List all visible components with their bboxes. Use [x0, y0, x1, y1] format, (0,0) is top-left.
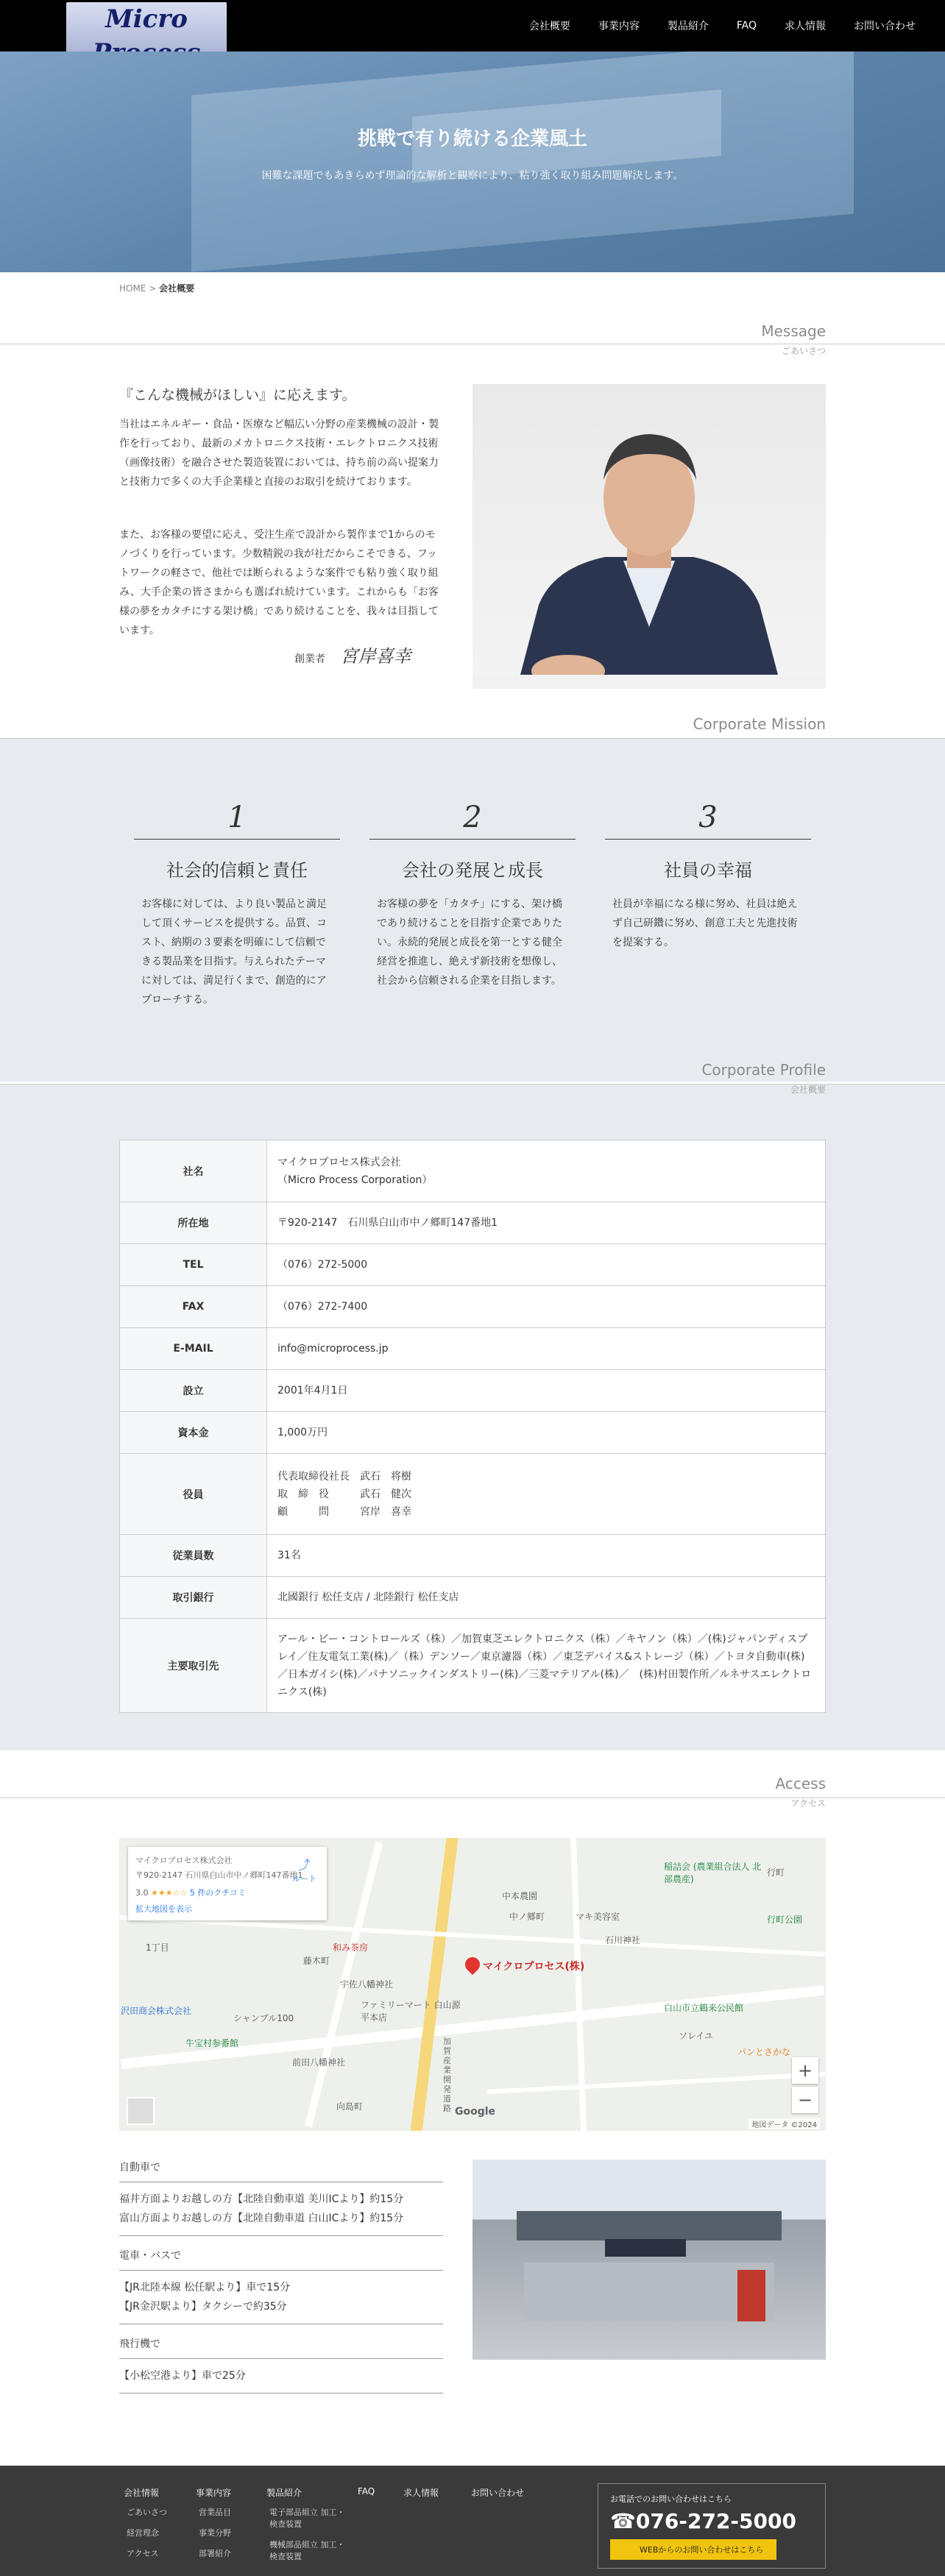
profile-label: 役員 — [120, 1454, 267, 1535]
hero-subtitle: 困難な課題でもあきらめず理論的な解析と観察により、粘り強く取り組み問題解決します。 — [261, 170, 684, 182]
profile-value: 2001年4月1日 — [267, 1370, 826, 1412]
global-nav — [501, 0, 916, 52]
map-label: 行町公園 — [767, 1915, 803, 1925]
profile-heading — [701, 1061, 826, 1096]
breadcrumb-separator: > — [149, 283, 157, 294]
mission-title: 社員の幸福 — [664, 860, 752, 881]
access-heading-ja: アクセス — [790, 1798, 826, 1809]
access-group-label: 電車・バスで — [119, 2250, 181, 2262]
map-label: 沢田商会株式会社 — [121, 2006, 192, 2016]
zoom-in-button[interactable]: + — [792, 2057, 818, 2084]
directions-icon: ⤴ — [298, 1858, 311, 1872]
profile-label: FAX — [120, 1286, 267, 1328]
access-group-body — [119, 2182, 443, 2235]
profile-value[interactable]: info@microprocess.jp — [267, 1328, 826, 1370]
footer-link[interactable]: 電子部品組立 加工・検査装置 — [269, 2508, 345, 2529]
footer-col — [196, 2486, 231, 2568]
access-group-body — [119, 2359, 443, 2393]
profile-value: アール・ビー・コントロールズ（株）／加賀東芝エレクトロニクス（株）／キヤノン（株）／(株)ジャパンディスプレイ／住友電気工業(株)／（株）デンソー／東京濾器（株）／東芝デバイス&ストレージ（株）／トヨタ自動車(株)／日本ガイシ(株)／パナソニックインダストリー(株)／三菱マテリアル(株)／ (株)村田製作所／ルネサスエレクトロニクス(株) — [267, 1619, 826, 1713]
access-group-label: 自動車で — [119, 2162, 160, 2174]
nav-contact[interactable]: お問い合わせ — [854, 21, 916, 32]
table-row — [120, 1619, 826, 1713]
access-rule — [119, 2235, 443, 2236]
footer-link[interactable]: 経営理念 — [127, 2528, 159, 2538]
profile-value: （076）272-5000 — [267, 1244, 826, 1286]
footer-link-faq[interactable]: FAQ — [358, 2486, 375, 2497]
map-card-rating-row — [135, 1887, 319, 1898]
profile-value: 1,000万円 — [267, 1412, 826, 1454]
directions-button[interactable] — [292, 1856, 316, 1884]
table-row — [120, 1286, 826, 1328]
footer-link[interactable]: 部署紹介 — [199, 2549, 231, 2558]
profile-value: （076）272-7400 — [267, 1286, 826, 1328]
building-roof — [517, 2211, 782, 2240]
mission-item — [134, 801, 340, 1010]
signature-role: 創業者 — [294, 653, 325, 665]
logo[interactable] — [66, 2, 227, 49]
map-label: 向島町 — [336, 2101, 364, 2112]
map-attribution: 地図データ ©2024 — [748, 2118, 820, 2129]
table-row — [120, 1140, 826, 1202]
profile-label: TEL — [120, 1244, 267, 1286]
message-paragraph-1: 当社はエネルギー・食品・医療など幅広い分野の産業機械の設計・製作を行っており、最新のメカトロニクス技術・エレクトロニクス技術（画像技術）を融合させた製造装置においては、持ち前の高い提案力と技術力で多くの大手企業様と直接のお取引を続けております。 — [119, 419, 439, 488]
site-header — [0, 0, 945, 52]
table-row — [120, 1202, 826, 1244]
mission-title: 会社の発展と成長 — [402, 860, 543, 881]
profile-value: 代表取締役社長 武石 将樹 取 締 役 武石 健次 顧 問 宮岸 喜幸 — [267, 1454, 826, 1535]
breadcrumb-current: 会社概要 — [159, 283, 195, 294]
mission-number: 2 — [463, 801, 482, 834]
map-label: 牛宝村参番館 — [185, 2038, 239, 2048]
map-info-card — [128, 1847, 327, 1920]
profile-table — [119, 1140, 826, 1713]
map-label: シャンブル100 — [233, 2013, 294, 2023]
map-label: 1丁目 — [146, 1942, 169, 1953]
nav-faq[interactable]: FAQ — [736, 20, 757, 32]
map-card-title: マイクロプロセス株式会社 — [135, 1856, 233, 1865]
footer-link-products[interactable]: 製品紹介 — [266, 2488, 302, 2498]
mission-title: 社会的信頼と責任 — [166, 860, 308, 881]
profile-label: 取引銀行 — [120, 1577, 267, 1619]
footer-col — [124, 2486, 167, 2568]
profile-value: 北國銀行 松任支店 / 北陸銀行 松任支店 — [267, 1577, 826, 1619]
map-label: 稲詰会 (農業組合法人 北部農産) — [664, 1862, 762, 1884]
footer-link[interactable]: 事業分野 — [199, 2528, 231, 2538]
mission-rule — [134, 839, 340, 840]
mission-item — [369, 801, 576, 990]
mission-number: 3 — [698, 801, 718, 834]
footer-link[interactable]: 機械部品組立 加工・検査装置 — [269, 2540, 345, 2561]
footer-link-company[interactable]: 会社情報 — [124, 2488, 160, 2498]
map-label: 前田八幡神社 — [292, 2057, 346, 2068]
message-heading-ja: ごあいさつ — [781, 346, 826, 356]
table-row — [120, 1535, 826, 1577]
mission-text: お客様に対しては、より良い製品と満足して頂くサービスを提供する。品質、コスト、納期の３要素を明確にして信頼できる製品業を目指す。与えられたテーマに対しては、満足行くまで、創造的にアプローチする。 — [141, 898, 327, 1006]
profile-label: E-MAIL — [120, 1328, 267, 1370]
profile-heading-en: Corporate Profile — [701, 1061, 826, 1079]
mission-rule — [369, 839, 576, 840]
mission-item — [605, 801, 811, 952]
access-line: 【JR北陸本線 松任駅より】車で15分 — [119, 2282, 291, 2293]
tel-number-text: 076-272-5000 — [635, 2509, 796, 2533]
mission-section — [0, 738, 945, 1082]
profile-label: 主要取引先 — [120, 1619, 267, 1713]
profile-label: 所在地 — [120, 1202, 267, 1244]
building-wall — [524, 2263, 774, 2321]
company-name-ja: マイクロプロセス株式会社 — [277, 1156, 401, 1168]
map-label: 加賀産業開発道路 — [443, 2037, 451, 2113]
map-label: 宇佐八幡神社 — [340, 1979, 394, 1990]
profile-value: 〒920-2147 石川県白山市中ノ郷町147番地1 — [267, 1202, 826, 1244]
table-row — [120, 1454, 826, 1535]
founder-photo — [473, 384, 826, 689]
message-heading-en: Message — [761, 322, 826, 340]
map-label: 石川神社 — [605, 1935, 641, 1945]
table-row — [120, 1412, 826, 1454]
office-building-photo — [473, 2160, 826, 2360]
divider — [0, 1084, 945, 1085]
footer-col — [266, 2486, 347, 2571]
vending-machine — [737, 2270, 765, 2321]
footer-col — [358, 2486, 375, 2504]
hero-title: 挑戦で有り続ける企業風土 — [357, 128, 587, 150]
company-name-en: （Micro Process Corporation） — [277, 1174, 433, 1186]
message-heading — [761, 322, 826, 357]
message-title: 『こんな機械がほしい』に応えます。 — [119, 387, 356, 403]
access-rule — [119, 2393, 443, 2394]
mission-heading-en: Corporate Mission — [693, 715, 826, 733]
google-map[interactable] — [119, 1838, 826, 2131]
founder-signature — [294, 642, 411, 667]
breadcrumb — [119, 282, 194, 294]
table-row — [120, 1328, 826, 1370]
footer-col — [403, 2486, 439, 2506]
map-label: 行町 — [767, 1867, 785, 1878]
divider — [0, 738, 945, 739]
footer-col — [471, 2486, 524, 2506]
access-group-label: 飛行機で — [119, 2338, 160, 2350]
mission-text: 社員が幸福になる様に努め、社員は絶えず自己研鑽に努め、創意工夫と先進技術を提案する。 — [612, 898, 798, 948]
table-row — [120, 1370, 826, 1412]
mission-rule — [605, 839, 811, 840]
footer-link-business[interactable]: 事業内容 — [196, 2488, 232, 2498]
contact-box — [598, 2483, 826, 2569]
table-row — [120, 1577, 826, 1619]
map-card-address: 〒920-2147 石川県白山市中ノ郷町147番地1 — [135, 1870, 303, 1880]
map-card-reviews[interactable]: 5 件のクチコミ — [189, 1888, 246, 1898]
nav-business[interactable]: 事業内容 — [598, 21, 640, 32]
profile-value — [267, 1140, 826, 1202]
hero-banner — [0, 52, 945, 272]
footer-link[interactable]: 営業品目 — [199, 2508, 231, 2517]
map-type-toggle[interactable] — [127, 2097, 155, 2125]
tel-number[interactable] — [610, 2509, 813, 2533]
zoom-out-button[interactable]: − — [792, 2087, 818, 2113]
nav-company[interactable]: 会社概要 — [528, 21, 570, 32]
profile-label: 社名 — [120, 1140, 267, 1202]
map-label: マキ美容室 — [576, 1912, 620, 1922]
map-road — [120, 1915, 826, 1956]
map-road — [121, 1985, 824, 2069]
profile-value: 31名 — [267, 1535, 826, 1577]
map-label: 中ノ郷町 — [509, 1912, 545, 1922]
breadcrumb-home[interactable]: HOME — [119, 283, 146, 294]
footer-link[interactable]: アクセス — [127, 2549, 159, 2558]
footer-link[interactable]: ごあいさつ — [127, 2508, 167, 2517]
access-line: 福井方面よりお越しの方【北陸自動車道 美川ICより】約15分 — [119, 2193, 404, 2205]
map-pin-label: マイクロプロセス(株) — [483, 1961, 585, 1973]
logo-main: Micro — [66, 2, 227, 70]
building-sign — [605, 2239, 686, 2257]
phone-icon: ☎ — [610, 2509, 636, 2533]
map-pin-icon[interactable] — [462, 1954, 483, 1975]
access-by-car — [119, 2160, 443, 2236]
message-paragraph-2: また、お客様の要望に応え、受注生産で設計から製作まで1からのモノづくりを行っています。少数精鋭の我が社だからこそできる、フットワークの軽さで、他社では断られるような案件でも粘り強く取り組み、大手企業の皆さまからも選ばれ続けています。これからも「お客様の夢をカタチにする架け橋」であり続けることを、我々は目指しています。 — [119, 529, 439, 636]
map-card-rating: 3.0 — [135, 1888, 149, 1898]
map-card-link[interactable]: 拡大地図を表示 — [135, 1904, 192, 1914]
signature-name: 宮岸喜幸 — [340, 646, 411, 667]
map-label: 藤木町 — [303, 1956, 330, 1966]
profile-label: 従業員数 — [120, 1535, 267, 1577]
map-label: ファミリーマート 白山源平本店 — [361, 2000, 461, 2023]
map-label: ソレイユ — [679, 2031, 713, 2041]
tel-caption: お電話でのお問い合わせはこちら — [610, 2494, 732, 2504]
access-line: 富山方面よりお越しの方【北陸自動車道 白山ICより】約15分 — [119, 2213, 404, 2224]
access-line: 【小松空港より】車で25分 — [119, 2370, 246, 2382]
access-by-train — [119, 2248, 443, 2324]
map-road — [487, 2072, 826, 2094]
map-label: 中本農園 — [502, 1891, 538, 1901]
star-icon: ★★★☆☆ — [151, 1888, 188, 1898]
access-line: 【JR金沢駅より】タクシーで約35分 — [119, 2301, 287, 2313]
profile-label: 設立 — [120, 1370, 267, 1412]
map-label: 和み茶房 — [333, 1942, 369, 1953]
mission-number: 1 — [227, 801, 247, 834]
map-label: 白山市立鶴来公民館 — [664, 2003, 744, 2013]
table-row — [120, 1244, 826, 1286]
directions-label: ルート — [292, 1874, 316, 1884]
access-group-body — [119, 2271, 443, 2324]
web-contact-button[interactable]: WEBからのお問い合わせはこちら — [610, 2539, 776, 2560]
access-heading-en: Access — [775, 1775, 826, 1792]
profile-section — [0, 1084, 945, 1750]
footer-link-recruit[interactable]: 求人情報 — [403, 2488, 439, 2498]
access-by-plane — [119, 2336, 443, 2394]
profile-label: 資本金 — [120, 1412, 267, 1454]
access-heading — [776, 1775, 826, 1809]
nav-products[interactable]: 製品紹介 — [667, 21, 709, 32]
profile-heading-ja: 会社概要 — [790, 1085, 826, 1095]
nav-recruit[interactable]: 求人情報 — [785, 21, 826, 32]
footer-link-contact[interactable]: お問い合わせ — [471, 2488, 525, 2498]
map-label: パンとさかな — [737, 2047, 791, 2057]
google-logo: Google — [455, 2106, 496, 2118]
mission-text: お客様の夢を「カタチ」にする、架け橋であり続けることを目指す企業でありたい。永続的発展と成長を第一とする健全経営を推進し、絶えず新技術を想像し、社会から信頼される企業を目指します。 — [377, 898, 562, 987]
site-footer — [0, 2466, 945, 2576]
